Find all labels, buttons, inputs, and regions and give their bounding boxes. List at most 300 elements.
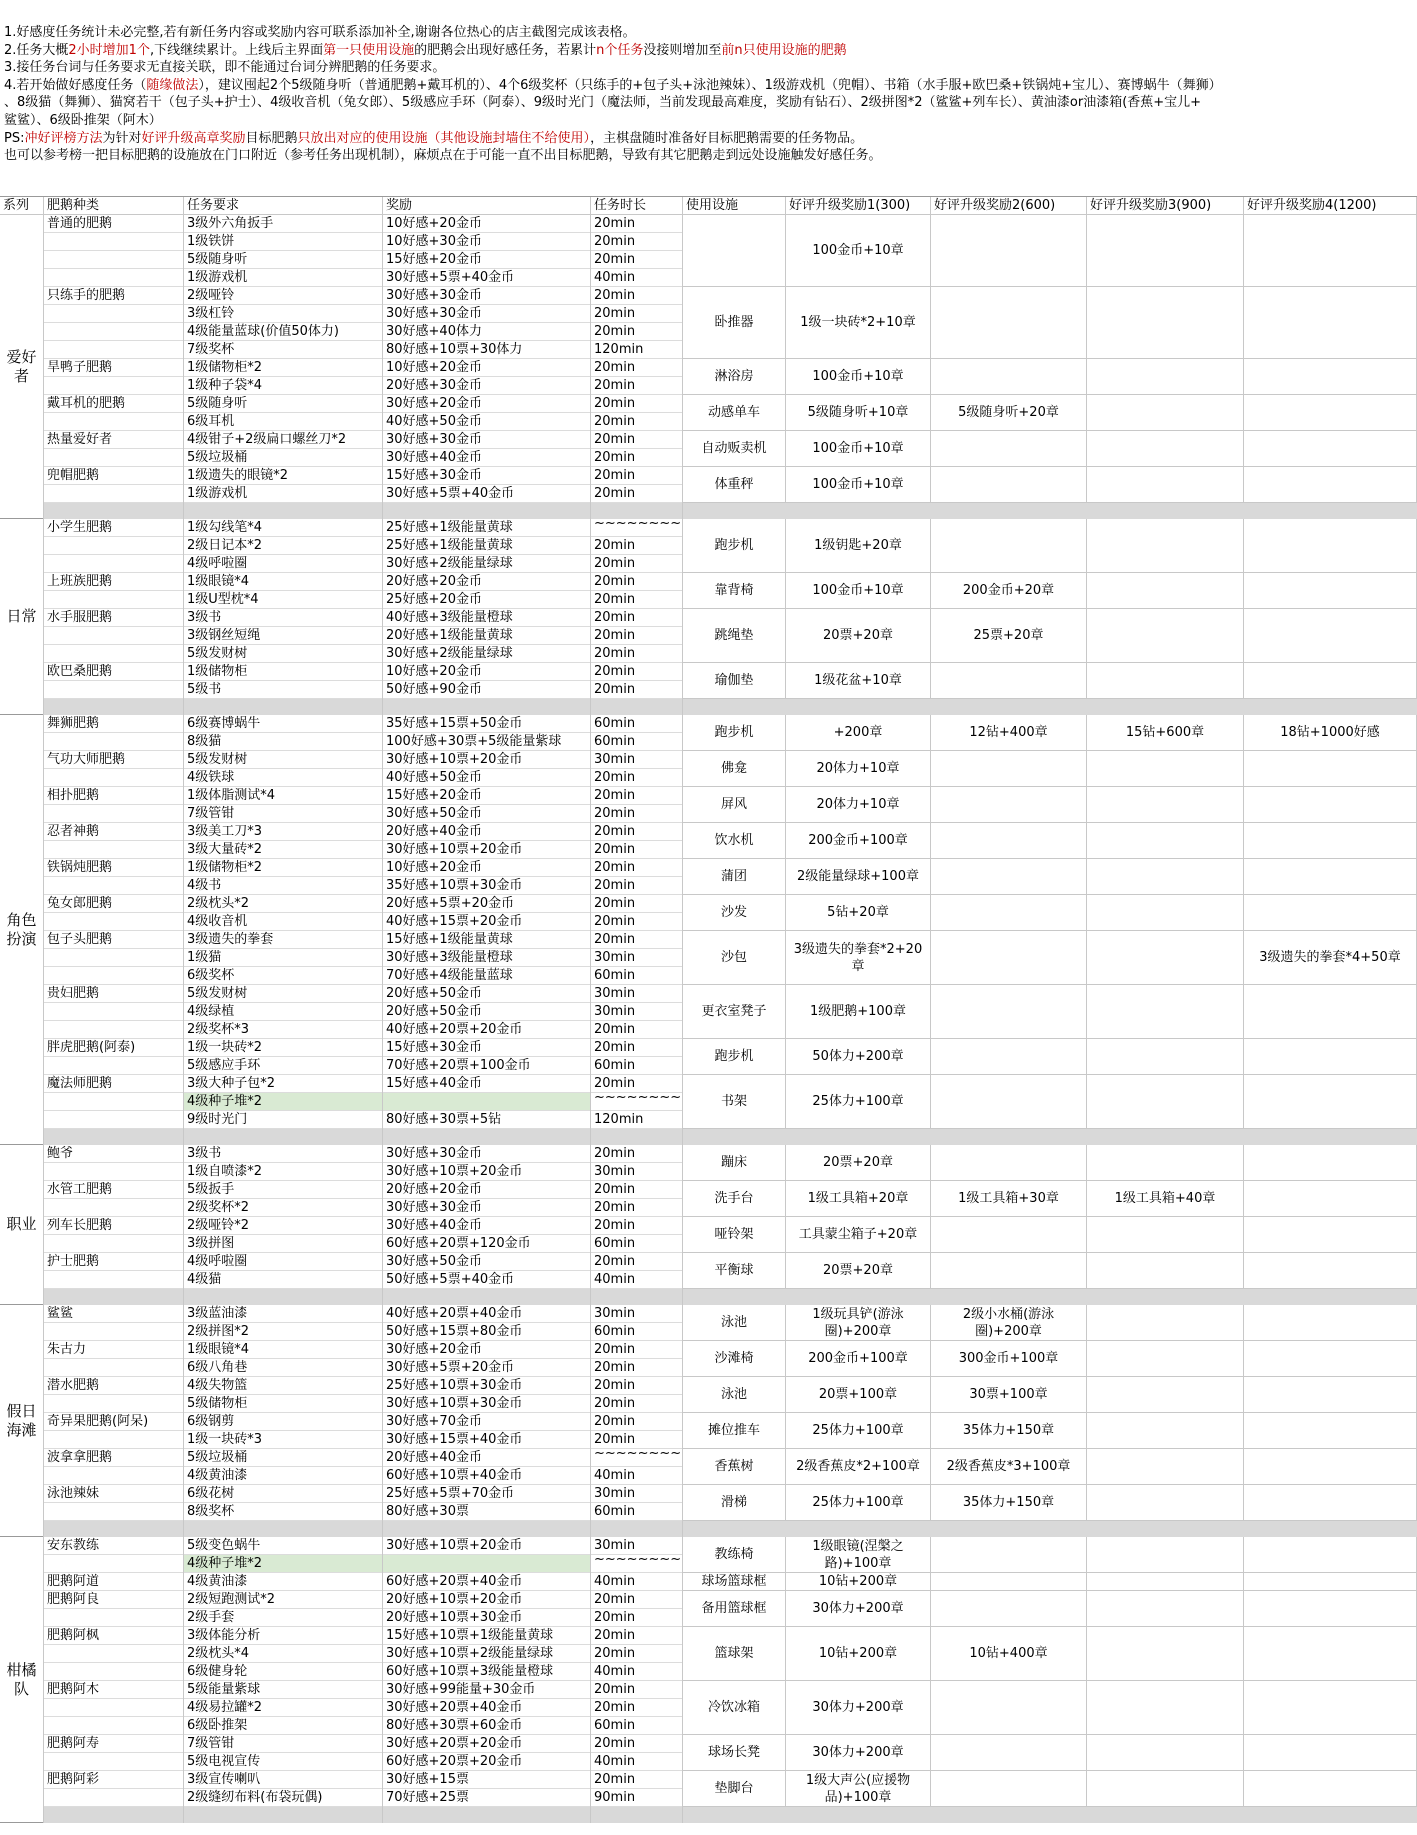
upgrade-reward-cell: [931, 1537, 1087, 1573]
goose-type-cell: [44, 769, 184, 787]
reward-cell: 30好感+50金币: [383, 805, 591, 823]
upgrade-reward-cell: [1087, 985, 1244, 1039]
section-separator: [44, 699, 1417, 715]
upgrade-reward-text: 20票+20章: [823, 1263, 893, 1278]
goose-type-cell: [44, 1753, 184, 1771]
goose-type-cell: 鲨鲨: [44, 1305, 184, 1323]
upgrade-reward-cell: [1087, 895, 1244, 931]
reward-cell: 15好感+40金币: [383, 1075, 591, 1093]
task-requirement-cell: 1级U型枕*4: [184, 591, 383, 609]
upgrade-reward-cell: [1244, 1573, 1417, 1591]
task-duration-cell: 40min: [591, 1573, 683, 1591]
upgrade-reward-cell: [931, 751, 1087, 787]
task-duration-cell: 20min: [591, 1413, 683, 1431]
task-requirement-cell: 1级体脂测试*4: [184, 787, 383, 805]
task-duration-cell: 20min: [591, 1735, 683, 1753]
task-duration-cell: 20min: [591, 1145, 683, 1163]
task-duration-cell: 20min: [591, 841, 683, 859]
goose-type-cell: [44, 681, 184, 699]
goose-type-cell: [44, 341, 184, 359]
task-duration-cell: ~~~~~~~~: [591, 1093, 683, 1111]
task-duration-cell: 20min: [591, 591, 683, 609]
reward-cell: 15好感+20金币: [383, 787, 591, 805]
task-requirement-cell: 4级种子堆*2: [184, 1555, 383, 1573]
task-duration-cell: 20min: [591, 1681, 683, 1699]
task-duration-cell: 60min: [591, 1323, 683, 1341]
reward-cell: 30好感+10票+20金币: [383, 841, 591, 859]
reward-cell: 15好感+1级能量黄球: [383, 931, 591, 949]
task-duration-cell: 30min: [591, 751, 683, 769]
reward-cell: 70好感+20票+100金币: [383, 1057, 591, 1075]
upgrade-reward-cell: [1087, 1591, 1244, 1627]
upgrade-reward-cell: [1087, 1253, 1244, 1289]
task-requirement-cell: 6级钢剪: [184, 1413, 383, 1431]
task-requirement-cell: 6级花树: [184, 1485, 383, 1503]
upgrade-reward-cell: [1244, 519, 1417, 573]
reward-cell: 15好感+30金币: [383, 467, 591, 485]
note-line: [4, 147, 1409, 165]
task-requirement-cell: 5级书: [184, 681, 383, 699]
series-name: 假日 海滩: [6, 1401, 37, 1439]
upgrade-reward-cell: [1087, 1573, 1244, 1591]
task-requirement-cell: 5级随身听: [184, 251, 383, 269]
task-duration-cell: 40min: [591, 1271, 683, 1289]
reward-cell: 10好感+20金币: [383, 859, 591, 877]
upgrade-reward-text: 100金币+10章: [812, 583, 904, 598]
upgrade-reward-cell: [931, 1039, 1087, 1075]
upgrade-reward-cell: [786, 859, 931, 895]
task-duration-cell: 20min: [591, 609, 683, 627]
note-text: 4.若开始做好感度任务（: [4, 77, 147, 93]
upgrade-reward-text: 30体力+200章: [812, 1700, 904, 1715]
facility-cell: 泳池: [683, 1377, 786, 1413]
note-line: [4, 42, 1409, 60]
facility-cell: 泳池: [683, 1305, 786, 1341]
task-duration-cell: 60min: [591, 733, 683, 751]
upgrade-reward-cell: [786, 715, 931, 751]
note-highlight: 随缘做法: [146, 77, 199, 93]
upgrade-reward-cell: [931, 715, 1087, 751]
task-duration-cell: 60min: [591, 967, 683, 985]
goose-type-cell: [44, 305, 184, 323]
series-name: 职业: [6, 1215, 37, 1233]
upgrade-reward-cell: [1087, 787, 1244, 823]
upgrade-reward-cell: [1244, 1537, 1417, 1573]
upgrade-reward-cell: [786, 1537, 931, 1573]
goose-type-cell: 安东教练: [44, 1537, 184, 1555]
task-requirement-cell: 5级垃圾桶: [184, 1449, 383, 1467]
goose-type-cell: 水手服肥鹅: [44, 609, 184, 627]
task-duration-cell: 20min: [591, 877, 683, 895]
reward-cell: 30好感+10票+30金币: [383, 1395, 591, 1413]
reward-cell: 25好感+20金币: [383, 591, 591, 609]
task-requirement-cell: 5级变色蜗牛: [184, 1537, 383, 1555]
task-duration-cell: 20min: [591, 359, 683, 377]
upgrade-reward-text: 2级能量绿球+100章: [797, 869, 919, 884]
task-duration-cell: 20min: [591, 1039, 683, 1057]
upgrade-reward-text: 25体力+100章: [812, 1495, 904, 1510]
goose-type-cell: 肥鹅阿寿: [44, 1735, 184, 1753]
goose-type-cell: [44, 627, 184, 645]
goose-type-cell: [44, 1395, 184, 1413]
goose-type-cell: 只练手的肥鹅: [44, 287, 184, 305]
task-requirement-cell: 2级日记本*2: [184, 537, 383, 555]
facility-cell: 滑梯: [683, 1485, 786, 1521]
upgrade-reward-cell: [1087, 1181, 1244, 1217]
task-requirement-cell: 4级种子堆*2: [184, 1093, 383, 1111]
task-duration-cell: 60min: [591, 1057, 683, 1075]
task-requirement-cell: 5级电视宣传: [184, 1753, 383, 1771]
task-duration-cell: 20min: [591, 323, 683, 341]
note-line: [4, 59, 1409, 77]
task-duration-cell: 20min: [591, 645, 683, 663]
reward-cell: 10好感+20金币: [383, 215, 591, 233]
upgrade-reward-cell: [931, 1413, 1087, 1449]
reward-cell: 60好感+10票+3级能量橙球: [383, 1663, 591, 1681]
facility-cell: 书架: [683, 1075, 786, 1129]
goose-type-cell: [44, 1003, 184, 1021]
upgrade-reward-text: 35体力+150章: [962, 1495, 1055, 1510]
task-duration-cell: 20min: [591, 449, 683, 467]
task-duration-cell: 20min: [591, 681, 683, 699]
upgrade-reward-text: 1级眼镜(涅槃之 路)+100章: [812, 1538, 904, 1571]
goose-type-cell: [44, 1199, 184, 1217]
facility-cell: 沙滩椅: [683, 1341, 786, 1377]
goose-type-cell: [44, 449, 184, 467]
reward-cell: 30好感+20票+40金币: [383, 1699, 591, 1717]
upgrade-reward-text: 25体力+100章: [812, 1423, 904, 1438]
task-duration-cell: 20min: [591, 305, 683, 323]
task-duration-cell: 20min: [591, 1627, 683, 1645]
upgrade-reward-cell: [1087, 287, 1244, 359]
task-duration-cell: 60min: [591, 1503, 683, 1521]
goose-type-cell: [44, 1271, 184, 1289]
facility-cell: 屏风: [683, 787, 786, 823]
note-line: [4, 94, 1409, 112]
upgrade-reward-cell: [1244, 287, 1417, 359]
goose-type-cell: [44, 1093, 184, 1111]
upgrade-reward-cell: [786, 1305, 931, 1341]
upgrade-reward-text: 1级工具箱+20章: [807, 1191, 909, 1206]
goose-type-cell: 气功大师肥鹅: [44, 751, 184, 769]
note-text: PS:: [4, 130, 25, 146]
facility-cell: 平衡球: [683, 1253, 786, 1289]
note-text: 为针对: [102, 130, 142, 146]
upgrade-reward-cell: [786, 1181, 931, 1217]
goose-type-cell: 普通的肥鹅: [44, 215, 184, 233]
upgrade-reward-cell: [931, 1253, 1087, 1289]
reward-cell: 80好感+30票+5钻: [383, 1111, 591, 1129]
goose-type-cell: [44, 913, 184, 931]
upgrade-reward-cell: [1087, 1681, 1244, 1735]
upgrade-reward-cell: [931, 1735, 1087, 1771]
upgrade-reward-cell: [1244, 1413, 1417, 1449]
task-requirement-cell: 4级呼啦圈: [184, 1253, 383, 1271]
upgrade-reward-cell: [1244, 359, 1417, 395]
grid-line: [183, 197, 184, 1823]
note-text: 没接则增加至: [643, 42, 722, 58]
upgrade-reward-cell: [931, 1181, 1087, 1217]
task-duration-cell: 60min: [591, 715, 683, 733]
task-duration-cell: 30min: [591, 985, 683, 1003]
reward-cell: 50好感+15票+80金币: [383, 1323, 591, 1341]
task-requirement-cell: 1级储物柜*2: [184, 859, 383, 877]
upgrade-reward-cell: [931, 787, 1087, 823]
upgrade-reward-cell: [786, 1217, 931, 1253]
reward-cell: 20好感+20金币: [383, 1181, 591, 1199]
facility-cell: 沙发: [683, 895, 786, 931]
upgrade-reward-cell: [1087, 931, 1244, 985]
series-name: 日常: [6, 607, 37, 625]
goose-type-cell: 肥鹅阿木: [44, 1681, 184, 1699]
goose-type-cell: [44, 733, 184, 751]
note-text: 3.接任务台词与任务要求无直接关联，即不能通过台词分辨肥鹅的任务要求。: [4, 60, 446, 76]
reward-cell: 35好感+15票+50金币: [383, 715, 591, 733]
goose-type-cell: 小学生肥鹅: [44, 519, 184, 537]
upgrade-reward-cell: [931, 1075, 1087, 1129]
task-duration-cell: 30min: [591, 949, 683, 967]
task-duration-cell: 20min: [591, 1199, 683, 1217]
upgrade-reward-cell: [1244, 1075, 1417, 1129]
task-duration-cell: 20min: [591, 663, 683, 681]
goose-type-cell: 舞狮肥鹅: [44, 715, 184, 733]
reward-cell: 30好感+70金币: [383, 1413, 591, 1431]
task-requirement-cell: 3级遗失的拳套: [184, 931, 383, 949]
upgrade-reward-cell: [931, 823, 1087, 859]
upgrade-reward-cell: [1087, 1449, 1244, 1485]
upgrade-reward-cell: [1087, 1377, 1244, 1413]
note-highlight: 只放出对应的使用设施（其他设施封墙住不给使用）: [297, 130, 591, 146]
upgrade-reward-cell: [786, 1039, 931, 1075]
upgrade-reward-text: 200金币+100章: [808, 833, 908, 848]
task-requirement-cell: 1级储物柜: [184, 663, 383, 681]
reward-cell: 20好感+40金币: [383, 1449, 591, 1467]
upgrade-reward-text: 50体力+200章: [812, 1049, 904, 1064]
column-header: 好评升级奖励3(900): [1087, 197, 1244, 215]
upgrade-reward-cell: [786, 359, 931, 395]
upgrade-reward-cell: [786, 1681, 931, 1735]
upgrade-reward-cell: [931, 663, 1087, 699]
upgrade-reward-cell: [786, 1377, 931, 1413]
task-duration-cell: 20min: [591, 805, 683, 823]
task-requirement-cell: 3级宣传喇叭: [184, 1771, 383, 1789]
upgrade-reward-cell: [1244, 431, 1417, 467]
reward-cell: 100好感+30票+5级能量紫球: [383, 733, 591, 751]
goose-type-cell: [44, 949, 184, 967]
goose-type-cell: 忍者神鹅: [44, 823, 184, 841]
column-header: 任务要求: [184, 197, 383, 215]
reward-cell: 60好感+10票+40金币: [383, 1467, 591, 1485]
column-header: 系列: [0, 197, 44, 215]
note-text: ，主棋盘随时准备好目标肥鹅需要的任务物品。: [590, 130, 864, 146]
upgrade-reward-text: 12钻+400章: [969, 725, 1048, 740]
task-requirement-cell: 3级书: [184, 1145, 383, 1163]
goose-type-cell: 上班族肥鹅: [44, 573, 184, 591]
goose-type-cell: [44, 967, 184, 985]
task-requirement-cell: 2级缝纫布料(布袋玩偶): [184, 1789, 383, 1807]
task-duration-cell: 20min: [591, 1021, 683, 1039]
reward-cell: 30好感+20票+20金币: [383, 1735, 591, 1753]
reward-cell: 25好感+10票+30金币: [383, 1377, 591, 1395]
upgrade-reward-cell: [786, 467, 931, 503]
task-requirement-cell: 3级体能分析: [184, 1627, 383, 1645]
upgrade-reward-cell: [1087, 823, 1244, 859]
note-text: 目标肥鹅: [245, 130, 298, 146]
task-requirement-cell: 1级遗失的眼镜*2: [184, 467, 383, 485]
upgrade-reward-cell: [931, 573, 1087, 609]
note-highlight: 2小时增加1个: [68, 42, 150, 58]
goose-type-cell: 肥鹅阿枫: [44, 1627, 184, 1645]
task-requirement-cell: 4级绿植: [184, 1003, 383, 1021]
upgrade-reward-cell: [786, 663, 931, 699]
reward-cell: 30好感+30金币: [383, 1199, 591, 1217]
facility-cell: 洗手台: [683, 1181, 786, 1217]
upgrade-reward-cell: [931, 985, 1087, 1039]
reward-cell: 80好感+30票: [383, 1503, 591, 1521]
reward-cell: 30好感+30金币: [383, 431, 591, 449]
facility-cell: 备用篮球框: [683, 1591, 786, 1627]
reward-cell: 10好感+30金币: [383, 233, 591, 251]
section-separator: [44, 1521, 1417, 1537]
reward-cell: 30好感+30金币: [383, 305, 591, 323]
note-highlight: 前n只使用设施的肥鹅: [721, 42, 847, 58]
goose-type-cell: [44, 1111, 184, 1129]
task-requirement-cell: 5级扳手: [184, 1181, 383, 1199]
reward-cell: 35好感+10票+30金币: [383, 877, 591, 895]
task-duration-cell: 40min: [591, 1663, 683, 1681]
reward-cell: 30好感+40体力: [383, 323, 591, 341]
task-duration-cell: 20min: [591, 1075, 683, 1093]
reward-cell: 30好感+5票+20金币: [383, 1359, 591, 1377]
task-duration-cell: 20min: [591, 215, 683, 233]
upgrade-reward-cell: [1244, 751, 1417, 787]
goose-type-cell: 胖虎肥鹅(阿泰): [44, 1039, 184, 1057]
task-requirement-cell: 9级时光门: [184, 1111, 383, 1129]
task-duration-cell: 20min: [591, 377, 683, 395]
task-requirement-cell: 5级能量紫球: [184, 1681, 383, 1699]
upgrade-reward-cell: [931, 1485, 1087, 1521]
goose-type-cell: [44, 1503, 184, 1521]
reward-cell: 30好感+3级能量橙球: [383, 949, 591, 967]
facility-cell: 饮水机: [683, 823, 786, 859]
upgrade-reward-cell: [1244, 1217, 1417, 1253]
task-requirement-cell: 2级哑铃: [184, 287, 383, 305]
upgrade-reward-cell: [1244, 663, 1417, 699]
goose-type-cell: [44, 269, 184, 287]
facility-cell: 球场长凳: [683, 1735, 786, 1771]
upgrade-reward-cell: [786, 431, 931, 467]
goose-type-cell: [44, 1359, 184, 1377]
task-requirement-cell: 4级黄油漆: [184, 1467, 383, 1485]
reward-cell: 15好感+30金币: [383, 1039, 591, 1057]
goose-type-cell: [44, 841, 184, 859]
reward-cell: 40好感+3级能量橙球: [383, 609, 591, 627]
task-duration-cell: 30min: [591, 1003, 683, 1021]
upgrade-reward-cell: [786, 1771, 931, 1807]
reward-cell: 70好感+25票: [383, 1789, 591, 1807]
reward-cell: 25好感+5票+70金币: [383, 1485, 591, 1503]
facility-cell: 沙包: [683, 931, 786, 985]
goose-type-cell: [44, 485, 184, 503]
task-duration-cell: 20min: [591, 1341, 683, 1359]
upgrade-reward-cell: [786, 931, 931, 985]
reward-cell: 30好感+2级能量绿球: [383, 555, 591, 573]
task-duration-cell: 20min: [591, 895, 683, 913]
task-requirement-cell: 3级大量砖*2: [184, 841, 383, 859]
upgrade-reward-text: 20票+20章: [823, 1155, 893, 1170]
facility-cell: 香蕉树: [683, 1449, 786, 1485]
task-requirement-cell: 4级收音机: [184, 913, 383, 931]
upgrade-reward-cell: [786, 787, 931, 823]
task-requirement-cell: 6级健身轮: [184, 1663, 383, 1681]
upgrade-reward-text: 10钻+200章: [818, 1574, 898, 1589]
upgrade-reward-text: 25体力+100章: [812, 1094, 904, 1109]
reward-cell: 20好感+20金币: [383, 573, 591, 591]
goose-type-cell: [44, 537, 184, 555]
task-duration-cell: ~~~~~~~~: [591, 1555, 683, 1573]
task-requirement-cell: 7级管钳: [184, 805, 383, 823]
goose-type-cell: [44, 1235, 184, 1253]
goose-type-cell: 铁锅炖肥鹅: [44, 859, 184, 877]
upgrade-reward-text: 20体力+10章: [816, 761, 900, 776]
reward-cell: 30好感+99能量+30金币: [383, 1681, 591, 1699]
upgrade-reward-cell: [1244, 1591, 1417, 1627]
upgrade-reward-text: 20体力+10章: [816, 797, 900, 812]
goose-type-cell: 热量爱好者: [44, 431, 184, 449]
task-requirement-cell: 4级易拉罐*2: [184, 1699, 383, 1717]
reward-cell: 30好感+20金币: [383, 395, 591, 413]
reward-cell: 80好感+10票+30体力: [383, 341, 591, 359]
upgrade-reward-cell: [1244, 715, 1417, 751]
column-header: 奖励: [383, 197, 591, 215]
upgrade-reward-cell: [1244, 1485, 1417, 1521]
upgrade-reward-cell: [1244, 787, 1417, 823]
task-requirement-cell: 3级美工刀*3: [184, 823, 383, 841]
series-label: [0, 1305, 44, 1537]
note-text: 、8级猫（舞狮）、猫窝若干（包子头+护士）、4级收音机（兔女郎）、5级感应手环（阿泰）、9级时光门（魔法师，当前发现最高难度，奖励有钻石）、2级拼图*2（鲨鲨+列车长）、黄油漆or油漆箱(香蕉+宝儿+: [4, 95, 1202, 111]
task-duration-cell: 20min: [591, 931, 683, 949]
series-name: 柑橘 队: [6, 1660, 37, 1698]
upgrade-reward-cell: [931, 359, 1087, 395]
task-requirement-cell: 4级猫: [184, 1271, 383, 1289]
upgrade-reward-cell: [931, 895, 1087, 931]
task-duration-cell: 20min: [591, 787, 683, 805]
upgrade-reward-text: 100金币+10章: [812, 369, 904, 384]
upgrade-reward-text: 1级工具箱+30章: [958, 1191, 1059, 1206]
facility-cell: 冷饮冰箱: [683, 1681, 786, 1735]
task-duration-cell: 60min: [591, 1235, 683, 1253]
goose-type-cell: [44, 1609, 184, 1627]
task-requirement-cell: 2级手套: [184, 1609, 383, 1627]
series-name: 爱好者: [6, 347, 37, 385]
reward-cell: 20好感+50金币: [383, 985, 591, 1003]
reward-cell: 80好感+30票+60金币: [383, 1717, 591, 1735]
upgrade-reward-cell: [1244, 1039, 1417, 1075]
facility-cell: 淋浴房: [683, 359, 786, 395]
upgrade-reward-cell: [1244, 1305, 1417, 1341]
column-header: 使用设施: [683, 197, 786, 215]
task-requirement-cell: 3级书: [184, 609, 383, 627]
task-requirement-cell: 2级拼图*2: [184, 1323, 383, 1341]
series-label: [0, 715, 44, 1145]
task-duration-cell: ~~~~~~~~: [591, 519, 683, 537]
reward-cell: 60好感+20票+120金币: [383, 1235, 591, 1253]
goose-type-cell: [44, 1467, 184, 1485]
facility-cell: 自动贩卖机: [683, 431, 786, 467]
task-requirement-cell: 2级奖杯*2: [184, 1199, 383, 1217]
reward-cell: 40好感+50金币: [383, 769, 591, 787]
facility-cell: 靠背椅: [683, 573, 786, 609]
